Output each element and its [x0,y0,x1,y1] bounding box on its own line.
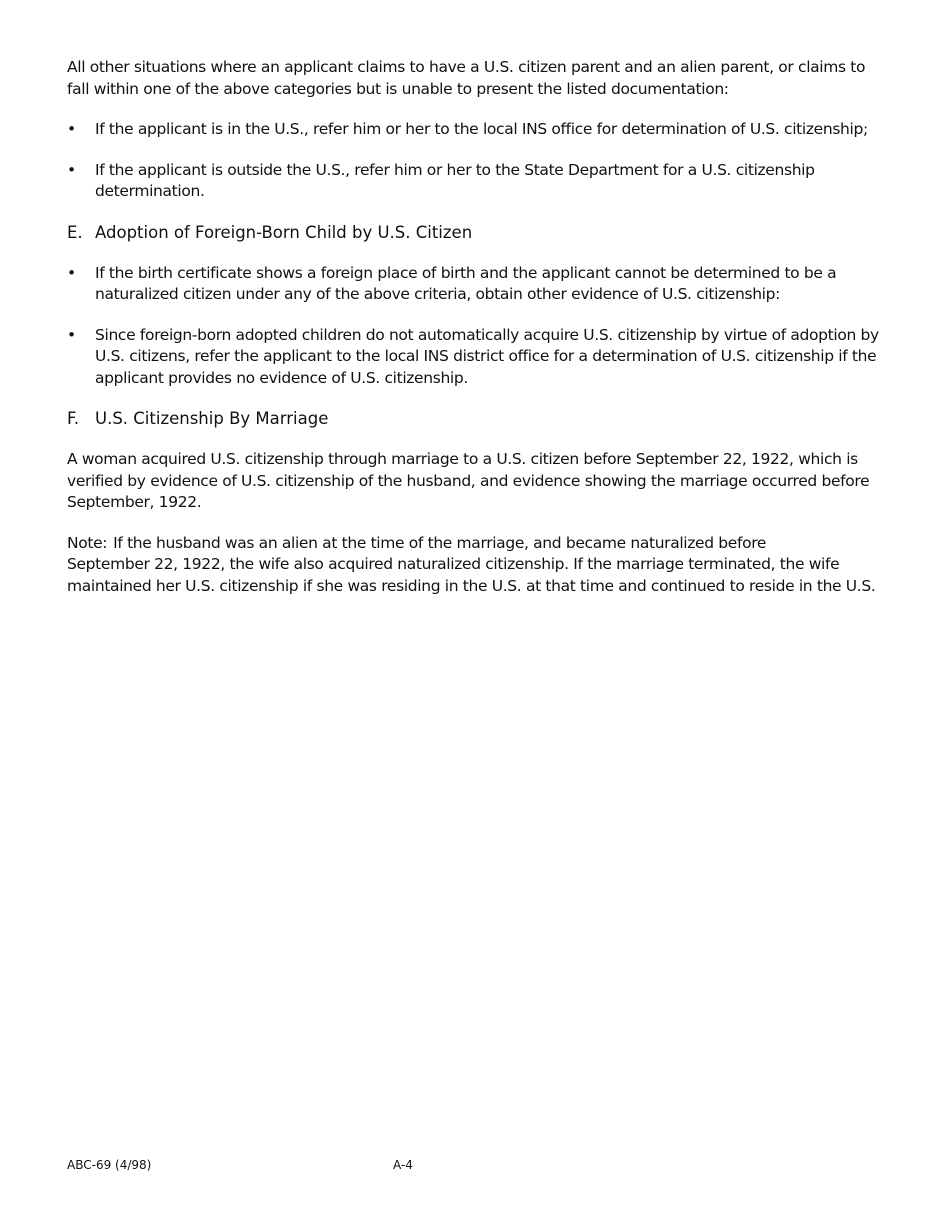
bullet-icon: • [67,263,76,282]
bullet-icon: • [67,160,76,179]
list-item-text: If the applicant is outside the U.S., refer him or her to the State Department for a U.S. citizenship determination. [95,160,815,200]
list-item-text: If the applicant is in the U.S., refer him or her to the local INS office for determination of U.S. citizenship; [95,120,868,138]
section-letter: E. [67,222,83,242]
page-number: A-4 [393,1158,413,1172]
note-paragraph [67,533,885,598]
section-heading-f [67,408,885,430]
note-text-line2: September 22, 1922, the wife also acquired naturalized citizenship. If the marriage terminated, the wife maintained her U.S. citizenship if she was residing in the U.S. at that time and continued to reside in the U.S. [67,555,876,595]
bullet-icon: • [67,325,76,344]
intro-paragraph: All other situations where an applicant claims to have a U.S. citizen parent and an alien parent, or claims to fall within one of the above categories but is unable to present the listed documentation: [67,58,866,98]
list-item [67,160,885,203]
list-item-text: If the birth certificate shows a foreign place of birth and the applicant cannot be determined to be a naturalized citizen under any of the above criteria, obtain other evidence of U.S. citizenship: [95,263,837,303]
list-item [67,325,885,390]
list-item [67,263,885,306]
section-letter: F. [67,409,80,428]
bullet-icon: • [67,120,76,138]
document-body [67,57,885,616]
note-label: Note: [67,533,108,552]
list-item [67,119,885,141]
section-title: U.S. Citizenship By Marriage [95,409,329,428]
list-item-text: Since foreign-born adopted children do not automatically acquire U.S. citizenship by virtue of adoption by U.S. citizens, refer the applicant to the local INS district office for a determination of U.S. citizenship if the applicant provides no evidence of U.S. citizenship. [95,325,879,387]
section-heading-e [67,222,885,244]
section-title: Adoption of Foreign-Born Child by U.S. Citizen [95,222,473,242]
note-text-line1: If the husband was an alien at the time of the marriage, and became naturalized before [113,533,767,552]
marriage-paragraph: A woman acquired U.S. citizenship through marriage to a U.S. citizen before September 22, 1922, which is verified by evidence of U.S. citizenship of the husband, and evidence showing the marriage occurred before September, 1922. [67,450,870,511]
form-identifier: ABC-69 (4/98) [67,1158,152,1172]
